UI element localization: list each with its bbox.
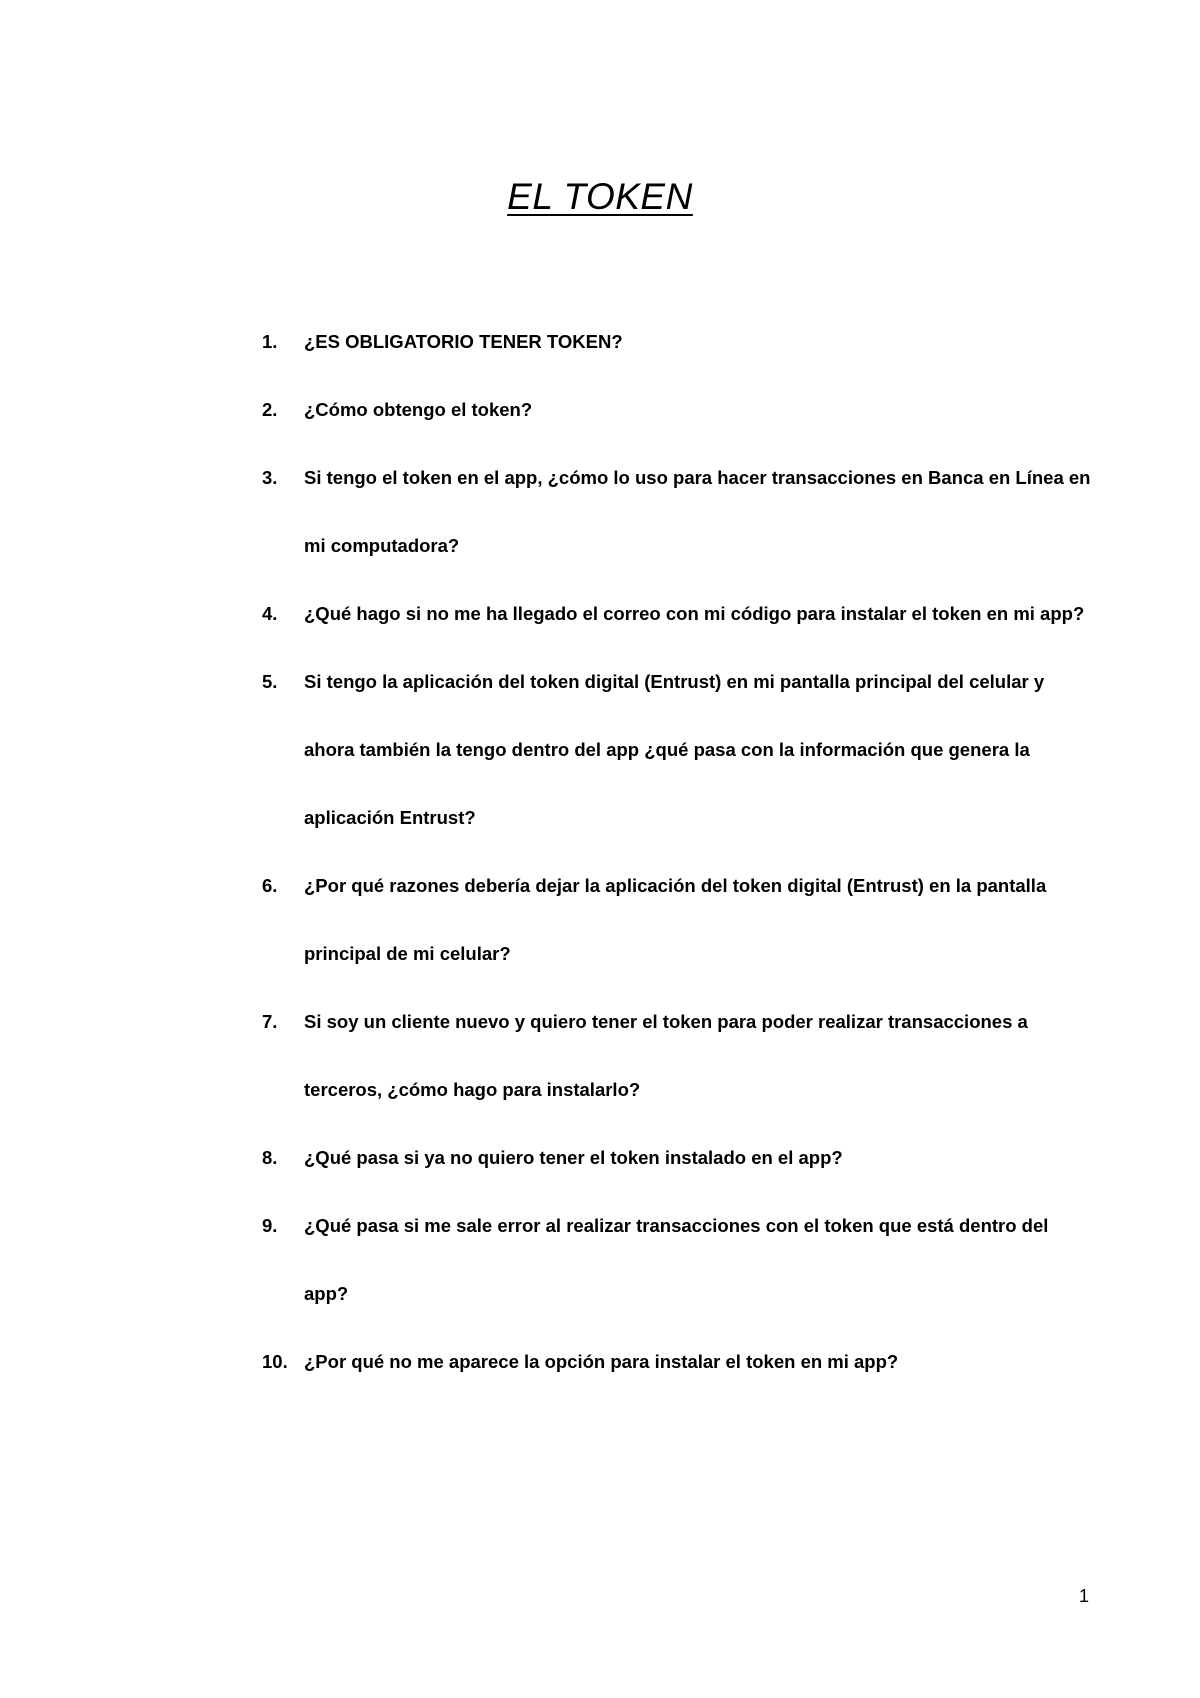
question-text: Si soy un cliente nuevo y quiero tener el token para poder realizar transacciones a terceros, ¿cómo hago para instalarlo? [304, 1011, 1028, 1100]
question-number: 6. [262, 875, 278, 896]
question-list [262, 308, 1092, 1396]
question-text: ¿Qué pasa si me sale error al realizar transacciones con el token que está dentro del app? [304, 1215, 1049, 1304]
question-number: 1. [262, 331, 278, 352]
question-number: 7. [262, 1011, 278, 1032]
question-number: 9. [262, 1215, 278, 1236]
question-number: 2. [262, 399, 278, 420]
question-text: ¿Qué hago si no me ha llegado el correo con mi código para instalar el token en mi app? [304, 603, 1085, 624]
question-item [262, 988, 1092, 1124]
question-number: 5. [262, 671, 278, 692]
question-item [262, 376, 1092, 444]
question-text: ¿Qué pasa si ya no quiero tener el token instalado en el app? [304, 1147, 843, 1168]
question-item [262, 852, 1092, 988]
question-item [262, 580, 1092, 648]
question-text: ¿ES OBLIGATORIO TENER TOKEN? [304, 331, 623, 352]
question-text: Si tengo la aplicación del token digital (Entrust) en mi pantalla principal del celular y ahora también la tengo dentro del app ¿qué pasa con la información que genera la aplicación Entrust? [304, 671, 1045, 828]
page-number: 1 [1079, 1586, 1090, 1606]
question-item [262, 648, 1092, 852]
question-item [262, 308, 1092, 376]
question-number: 8. [262, 1147, 278, 1168]
question-item [262, 1328, 1092, 1396]
question-item [262, 1124, 1092, 1192]
question-text: ¿Por qué no me aparece la opción para instalar el token en mi app? [304, 1351, 899, 1372]
question-number: 4. [262, 603, 278, 624]
question-number: 3. [262, 467, 278, 488]
question-item [262, 1192, 1092, 1328]
question-text: ¿Por qué razones debería dejar la aplicación del token digital (Entrust) en la pantalla principal de mi celular? [304, 875, 1047, 964]
question-text: ¿Cómo obtengo el token? [304, 399, 533, 420]
question-item [262, 444, 1092, 580]
question-number: 10. [262, 1351, 288, 1372]
document-title: EL TOKEN [507, 176, 693, 217]
question-text: Si tengo el token en el app, ¿cómo lo uso para hacer transacciones en Banca en Línea en mi computadora? [304, 467, 1091, 556]
